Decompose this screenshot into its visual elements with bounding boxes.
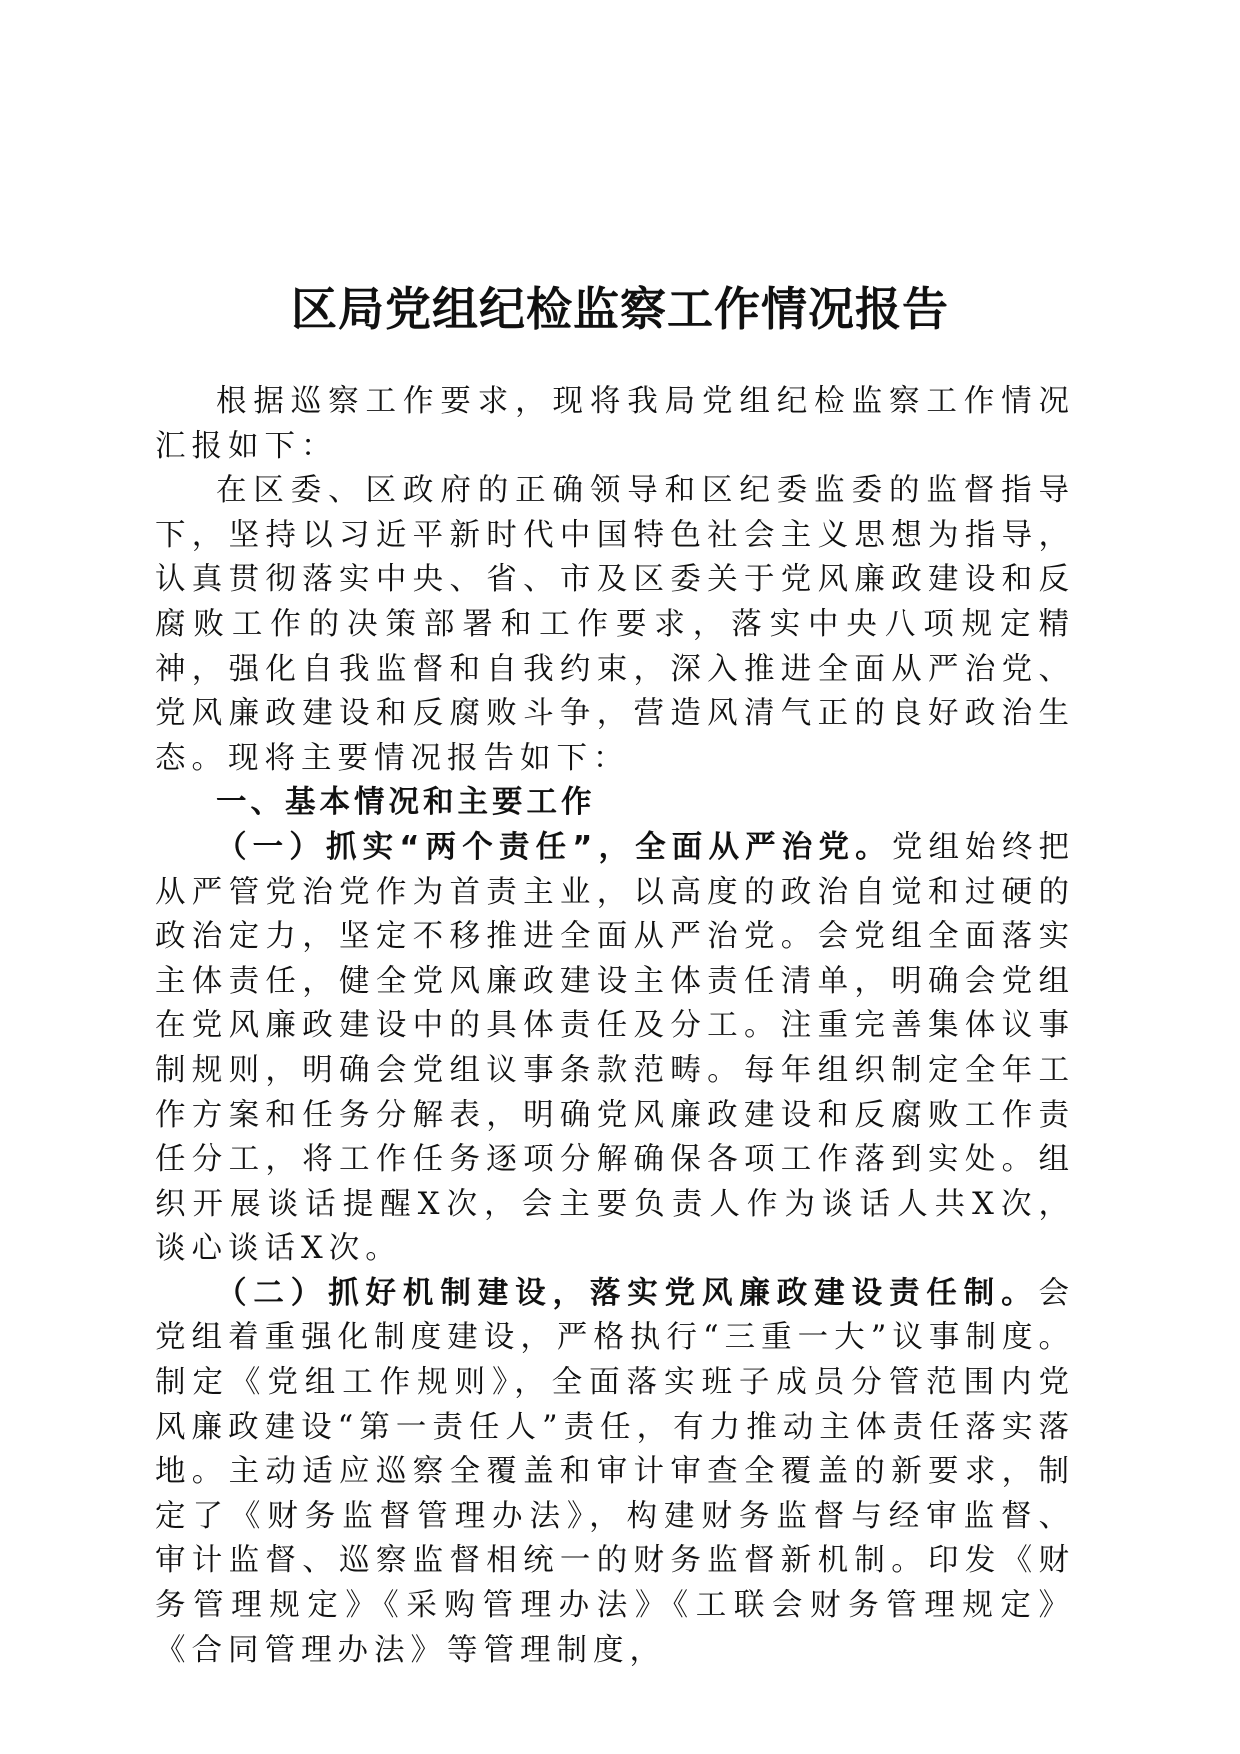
item-two-text: 会党组着重强化制度建设，严格执行“三重一大”议事制度。制定《党组工作规则》，全面落实班子成员分管范围内党风廉政建设“第一责任人”责任，有力推动主体责任落实落地。主动适应巡察全覆盖和审计审查全覆盖的新要求，制定了《财务监督管理办法》，构建财务监督与经审监督、审计监督、巡察监督相统一的财务监督新机制。印发《财务管理规定》《采购管理办法》《工联会财务管理规定》《合同管理办法》等管理制度， [155,1275,1075,1668]
item-one-text: 党组始终把从严管党治党作为首责主业，以高度的政治自觉和过硬的政治定力，坚定不移推进全面从严治党。会党组全面落实主体责任，健全党风廉政建设主体责任清单，明确会党组在党风廉政建设中的具体责任及分工。注重完善集体议事制规则，明确会党组议事条款范畴。每年组织制定全年工作方案和任务分解表，明确党风廉政建设和反腐败工作责任分工，将工作任务逐项分解确保各项工作落到实处。组织开展谈话提醒X次，会主要负责人作为谈话人共X次，谈心谈话X次。 [155,829,1076,1267]
section-heading: 一、基本情况和主要工作 [216,785,596,821]
item-one-paragraph [155,826,1075,1272]
item-one-lead: （一）抓实“两个责任”，全面从严治党。 [216,829,892,865]
item-two-lead: （二）抓好机制建设，落实党风廉政建设责任制。 [216,1275,1039,1311]
document-title: 区局党组纪检监察工作情况报告 [291,281,949,336]
intro-paragraph: 根据巡察工作要求，现将我局党组纪检监察工作情况汇报如下： [155,384,1075,464]
item-two-paragraph [155,1272,1075,1673]
overview-paragraph: 在区委、区政府的正确领导和区纪委监委的监督指导下，坚持以习近平新时代中国特色社会主义思想为指导，认真贯彻落实中央、省、市及区委关于党风廉政建设和反腐败工作的决策部署和工作要求，落实中央八项规定精神，强化自我监督和自我约束，深入推进全面从严治党、党风廉政建设和反腐败斗争，营造风清气正的良好政治生态。现将主要情况报告如下： [155,473,1075,776]
document-body [155,380,1075,1673]
